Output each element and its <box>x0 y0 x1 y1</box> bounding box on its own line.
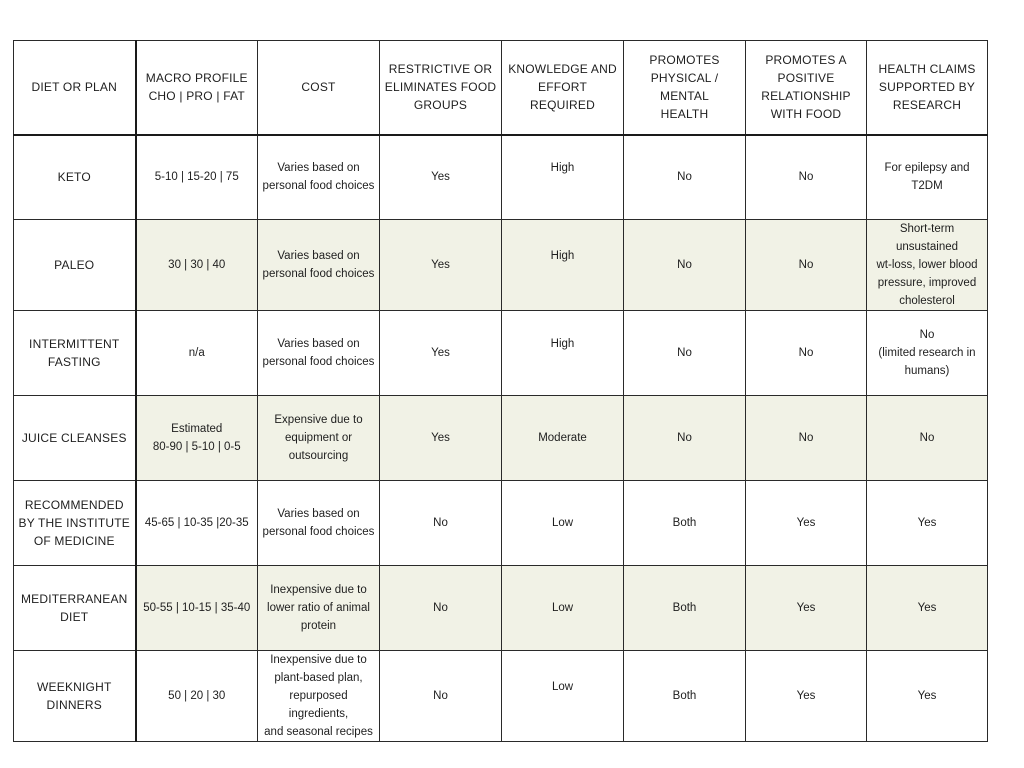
restrictive-cell: Yes <box>380 311 502 396</box>
promotes-health-cell: Both <box>624 651 746 742</box>
knowledge-effort-cell: Moderate <box>502 396 624 481</box>
table-row <box>14 220 988 311</box>
knowledge-effort-label: High <box>550 162 575 175</box>
restrictive-cell: Yes <box>380 396 502 481</box>
positive-relationship-cell: No <box>746 396 867 481</box>
health-claims-cell: Yes <box>867 481 988 566</box>
cost-cell: Inexpensive due to plant-based plan, repurposed ingredients, and seasonal recipes <box>258 651 380 742</box>
restrictive-cell: No <box>380 566 502 651</box>
diet-name-cell: INTERMITTENT FASTING <box>14 311 136 396</box>
positive-relationship-cell: Yes <box>746 651 867 742</box>
cost-cell: Expensive due to equipment or outsourcing <box>258 396 380 481</box>
promotes-health-cell: No <box>624 220 746 311</box>
table-row <box>14 651 988 742</box>
promotes-health-cell: Both <box>624 481 746 566</box>
health-claims-cell: Yes <box>867 651 988 742</box>
knowledge-effort-cell <box>502 220 624 311</box>
diet-name-cell: PALEO <box>14 220 136 311</box>
header-cost: COST <box>258 41 380 135</box>
restrictive-cell: No <box>380 481 502 566</box>
diet-name-cell: WEEKNIGHT DINNERS <box>14 651 136 742</box>
health-claims-cell: For epilepsy and T2DM <box>867 135 988 220</box>
knowledge-effort-label: High <box>550 250 575 262</box>
diet-comparison-table <box>13 40 988 742</box>
macro-profile-cell: 30 | 30 | 40 <box>136 220 258 311</box>
diet-name-cell: KETO <box>14 135 136 220</box>
health-claims-cell: Short-term unsustained wt-loss, lower blood pressure, improved cholesterol <box>867 220 988 311</box>
header-health-claims: HEALTH CLAIMS SUPPORTED BY RESEARCH <box>867 41 988 135</box>
knowledge-effort-cell <box>502 311 624 396</box>
promotes-health-cell: Both <box>624 566 746 651</box>
health-claims-cell: Yes <box>867 566 988 651</box>
table-row <box>14 481 988 566</box>
header-positive-relationship: PROMOTES A POSITIVE RELATIONSHIP WITH FOOD <box>746 41 867 135</box>
header-knowledge-effort: KNOWLEDGE AND EFFORT REQUIRED <box>502 41 624 135</box>
restrictive-cell: Yes <box>380 135 502 220</box>
cost-cell: Varies based on personal food choices <box>258 311 380 396</box>
diet-name-cell: RECOMMENDED BY THE INSTITUTE OF MEDICINE <box>14 481 136 566</box>
table-row <box>14 311 988 396</box>
health-claims-cell: No <box>867 396 988 481</box>
table-row <box>14 396 988 481</box>
cost-cell: Varies based on personal food choices <box>258 135 380 220</box>
diet-name-cell: JUICE CLEANSES <box>14 396 136 481</box>
restrictive-cell: Yes <box>380 220 502 311</box>
header-promotes-health: PROMOTES PHYSICAL / MENTAL HEALTH <box>624 41 746 135</box>
positive-relationship-cell: Yes <box>746 566 867 651</box>
positive-relationship-cell: No <box>746 311 867 396</box>
table-row <box>14 566 988 651</box>
promotes-health-cell: No <box>624 396 746 481</box>
knowledge-effort-label: Low <box>551 681 574 693</box>
knowledge-effort-cell <box>502 651 624 742</box>
health-claims-cell: No (limited research in humans) <box>867 311 988 396</box>
knowledge-effort-label: High <box>550 338 575 350</box>
header-diet-or-plan: DIET OR PLAN <box>14 41 136 135</box>
cost-cell: Inexpensive due to lower ratio of animal protein <box>258 566 380 651</box>
knowledge-effort-cell: Low <box>502 566 624 651</box>
knowledge-effort-cell <box>502 135 624 220</box>
promotes-health-cell: No <box>624 135 746 220</box>
header-row <box>14 41 988 135</box>
cost-cell: Varies based on personal food choices <box>258 481 380 566</box>
cost-cell: Varies based on personal food choices <box>258 220 380 311</box>
macro-profile-cell: 50 | 20 | 30 <box>136 651 258 742</box>
macro-profile-cell: 5-10 | 15-20 | 75 <box>136 135 258 220</box>
macro-profile-cell: 45-65 | 10-35 |20-35 <box>136 481 258 566</box>
diet-name-cell: MEDITERRANEAN DIET <box>14 566 136 651</box>
table-row <box>14 135 988 220</box>
macro-profile-cell: n/a <box>136 311 258 396</box>
restrictive-cell: No <box>380 651 502 742</box>
diet-rows <box>14 135 988 742</box>
positive-relationship-cell: Yes <box>746 481 867 566</box>
header-restrictive: RESTRICTIVE OR ELIMINATES FOOD GROUPS <box>380 41 502 135</box>
positive-relationship-cell: No <box>746 220 867 311</box>
promotes-health-cell: No <box>624 311 746 396</box>
header-macro-profile: MACRO PROFILE CHO | PRO | FAT <box>136 41 258 135</box>
knowledge-effort-cell: Low <box>502 481 624 566</box>
macro-profile-cell: Estimated 80-90 | 5-10 | 0-5 <box>136 396 258 481</box>
macro-profile-cell: 50-55 | 10-15 | 35-40 <box>136 566 258 651</box>
positive-relationship-cell: No <box>746 135 867 220</box>
